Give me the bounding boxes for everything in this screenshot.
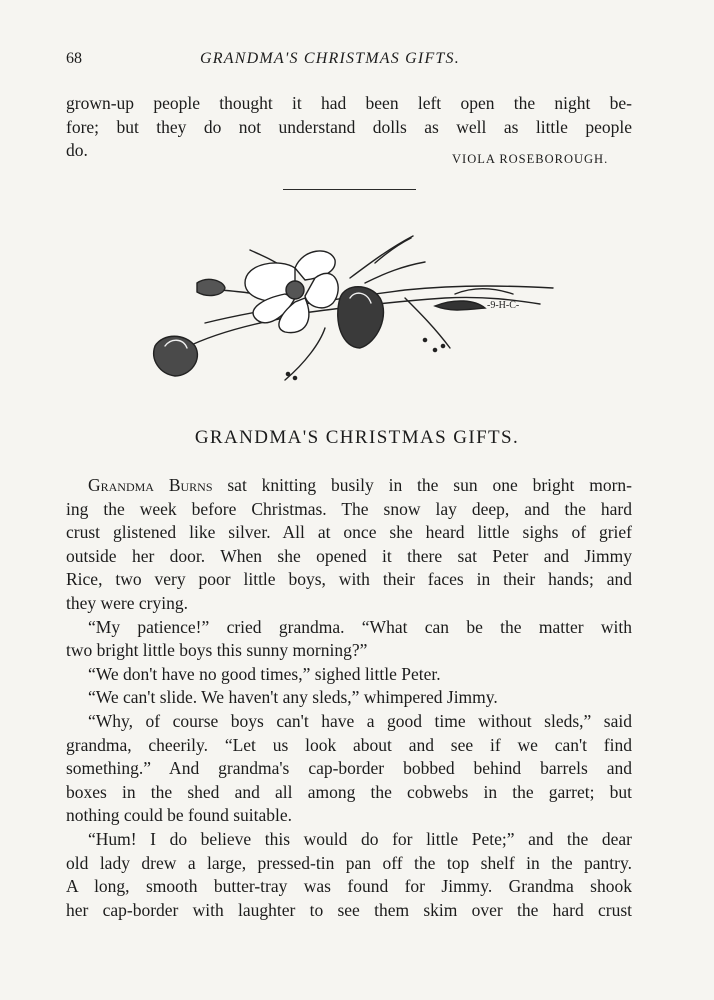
running-head xyxy=(66,50,632,74)
flower-bud-dark xyxy=(338,287,384,348)
running-title: GRANDMA'S CHRISTMAS GIFTS. xyxy=(200,50,460,67)
text-line: grown-up people thought it had been left open the night be- xyxy=(66,93,632,113)
flower-bud xyxy=(154,336,198,376)
text-line: boxes in the shed and all among the cobwebs in the garret; but xyxy=(66,781,632,802)
flower-spray-illustration xyxy=(145,228,565,388)
flower-center xyxy=(286,281,304,299)
text-line xyxy=(66,474,632,498)
text-line: Rice, two very poor little boys, with their faces in their hands; and xyxy=(66,569,632,590)
text-line: A long, smooth butter-tray was found for Jimmy. Grandma shook xyxy=(66,876,632,897)
text-line: old lady drew a large, pressed-tin pan off the top shelf in the pantry. xyxy=(66,852,632,873)
text-line: “Why, of course boys can't have a good time without sleds,” said xyxy=(88,710,632,731)
stem xyxy=(285,328,325,380)
text-line: they were crying. xyxy=(66,592,188,613)
stem xyxy=(365,262,425,283)
artist-initials: -9-H-C- xyxy=(487,300,520,311)
text-line: ing the week before Christmas. The snow lay deep, and the hard xyxy=(66,498,632,519)
page-number: 68 xyxy=(66,50,82,67)
text-line: something.” And grandma's cap-border bobbed behind barrels and xyxy=(66,758,632,779)
text-line: “We don't have no good times,” sighed little Peter. xyxy=(88,663,441,684)
text-line: “Hum! I do believe this would do for little Pete;” and the dear xyxy=(88,828,632,849)
author-signature: VIOLA ROSEBOROUGH. xyxy=(452,152,609,166)
text-line: “My patience!” cried grandma. “What can be the matter with xyxy=(88,616,632,637)
text-line: two bright little boys this sunny morning?” xyxy=(66,640,368,661)
leaf xyxy=(375,238,411,263)
section-divider xyxy=(283,189,416,190)
leaf xyxy=(435,301,485,310)
flower-bud xyxy=(197,279,225,295)
text-line: “We can't slide. We haven't any sleds,” whimpered Jimmy. xyxy=(88,687,498,708)
story-title: GRANDMA'S CHRISTMAS GIFTS. xyxy=(194,427,520,448)
stem xyxy=(185,316,295,348)
text-line: grandma, cheerily. “Let us look about and see if we can't find xyxy=(66,734,632,755)
text-line: fore; but they do not understand dolls as well as little people xyxy=(66,116,632,137)
text-line: do. xyxy=(66,140,88,161)
text-line: outside her door. When she opened it there sat Peter and Jimmy xyxy=(66,545,632,566)
text-line: nothing could be found suitable. xyxy=(66,805,293,826)
opening-line-rest: sat knitting busily in the sun one bright morn- xyxy=(212,475,632,495)
text-line: crust glistened like silver. All at once she heard little sighs of grief xyxy=(66,522,632,543)
text-line: her cap-border with laughter to see them skim over the hard crust xyxy=(66,899,632,920)
story-text xyxy=(66,474,632,922)
opening-small-caps: Grandma Burns xyxy=(88,475,213,495)
leaf xyxy=(455,289,513,294)
